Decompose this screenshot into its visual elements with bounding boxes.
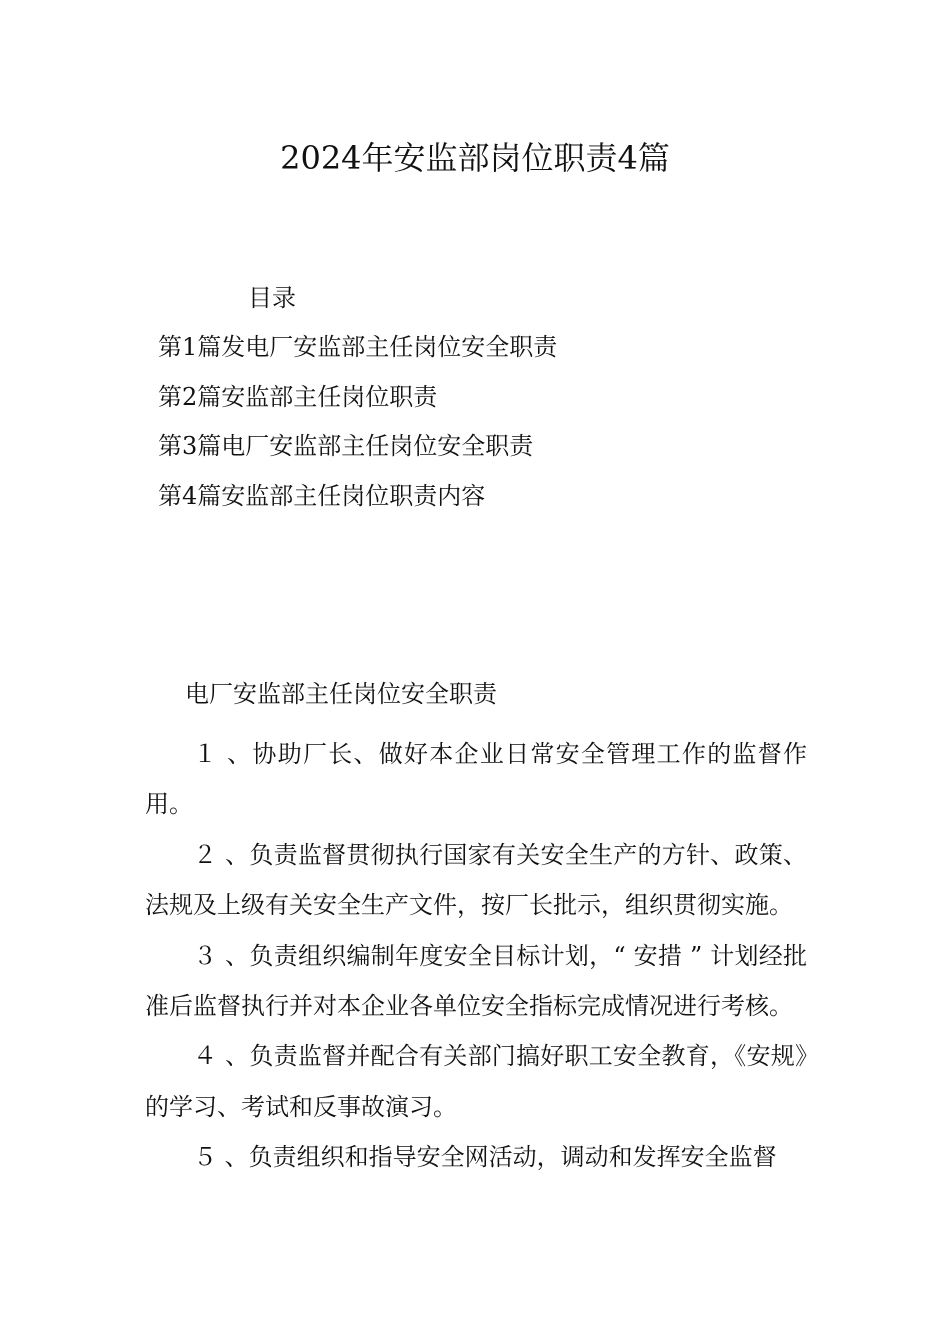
paragraph-3: ３ 、负责组织编制年度安全目标计划，“ 安措 ” 计划经批准后监督执行并对本企业各单位安全指标完成情况进行考核。 [145,941,807,1021]
paragraph-2: ２ 、负责监督贯彻执行国家有关安全生产的方针、政策、法规及上级有关安全生产文件，按厂长批示，组织贯彻实施。 [145,840,807,920]
paragraph-1: １ 、协助厂长、做好本企业日常安全管理工作的监督作用。 [145,740,807,819]
toc-item-4[interactable]: 第4篇安监部主任岗位职责内容 [158,481,486,510]
paragraph-5: ５ 、负责组织和指导安全网活动，调动和发挥安全监督 [193,1143,777,1172]
section-body [145,729,807,1183]
toc-item-2[interactable]: 第2篇安监部主任岗位职责 [158,382,438,411]
table-of-contents [158,329,557,527]
document-title: 2024年安监部岗位职责4篇 [280,139,670,177]
toc-heading: 目录 [248,284,296,312]
toc-item-1[interactable]: 第1篇发电厂安监部主任岗位安全职责 [158,333,558,361]
toc-item-3[interactable]: 第3篇电厂安监部主任岗位安全职责 [158,432,534,460]
paragraph-4: ４ 、负责监督并配合有关部门搞好职工安全教育，《安规》的学习、考试和反事故演习。 [145,1042,807,1121]
section-title: 电厂安监部主任岗位安全职责 [185,680,497,708]
